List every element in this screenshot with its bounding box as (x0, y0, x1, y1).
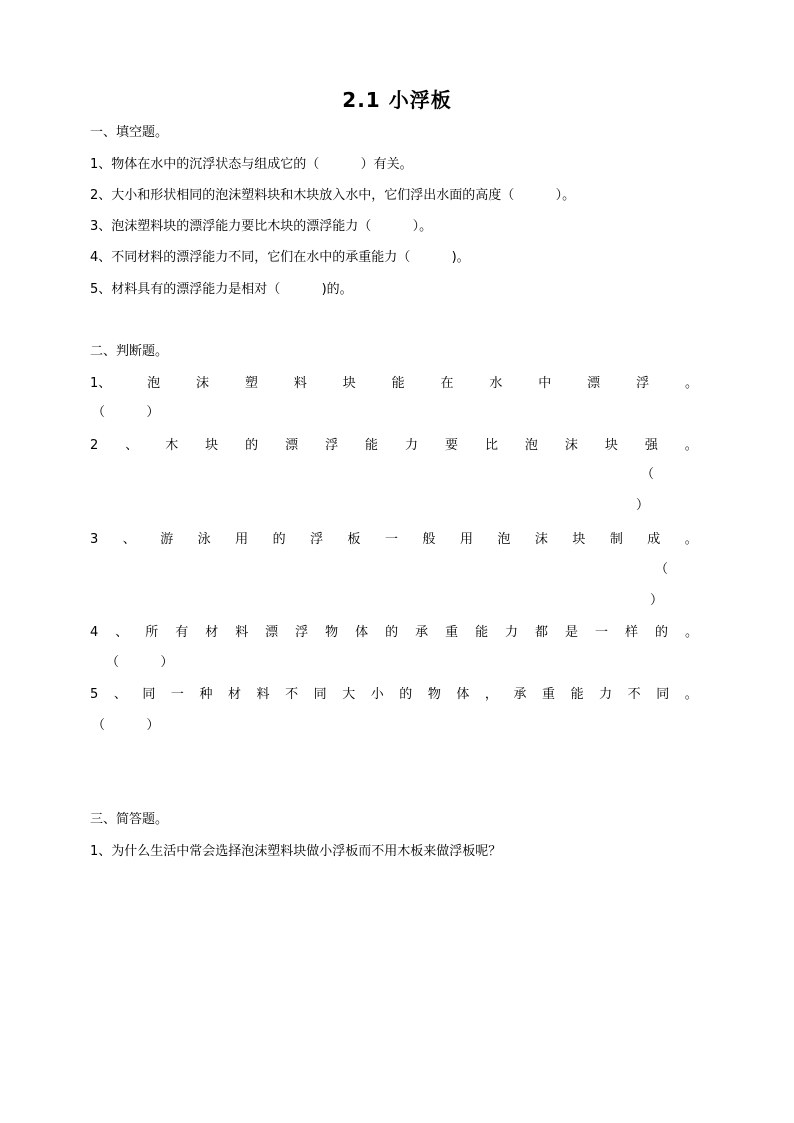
judge-question-2 (90, 437, 698, 455)
judge-answer-paren-5: （ ） (92, 718, 160, 733)
judge-question-char: 不 (627, 687, 641, 702)
fill-blank-question-5: 5、材料具有的漂浮能力是相对（ )的。 (90, 282, 353, 297)
judge-question-char: 、 (115, 625, 129, 640)
judge-question-char: 重 (542, 687, 556, 702)
judge-question-char: 漂 (265, 625, 279, 640)
judge-question-char: 的 (654, 625, 668, 640)
judge-question-char: 的 (385, 625, 399, 640)
judge-question-char: 、 (122, 532, 136, 547)
judge-question-char: 种 (199, 687, 213, 702)
judge-question-char: 制 (609, 532, 623, 547)
judge-question-char: 泳 (197, 532, 211, 547)
section1-heading: 一、填空题。 (90, 125, 169, 140)
judge-question-char: 大 (342, 687, 356, 702)
judge-question-char: 。 (684, 438, 698, 453)
judge-question-char: 泡 (147, 376, 161, 391)
judge-question-char: 体 (456, 687, 470, 702)
judge-question-char: 块 (604, 438, 618, 453)
judge-question-char: 、 (113, 687, 127, 702)
judge-question-char: 块 (342, 376, 356, 391)
judge-question-char: 泡 (524, 438, 538, 453)
judge-answer-paren-open-2: （ (641, 467, 655, 482)
judge-question-char: 同 (142, 687, 156, 702)
judge-answer-paren-1: （ ） (92, 405, 160, 420)
judge-question-char: 所 (145, 625, 159, 640)
judge-question-char: 有 (175, 625, 189, 640)
judge-question-char: 块 (205, 438, 219, 453)
judge-question-1 (90, 375, 698, 393)
judge-question-char: 要 (444, 438, 458, 453)
judge-question-char: 泡 (497, 532, 511, 547)
section2-heading: 二、判断题。 (90, 344, 169, 359)
judge-question-char: 1、 (90, 376, 112, 391)
judge-answer-paren-open-3: （ (655, 562, 669, 577)
fill-blank-question-1: 1、物体在水中的沉浮状态与组成它的（ ）有关。 (90, 157, 413, 172)
judge-question-char: 在 (440, 376, 454, 391)
judge-question-char: 2 (90, 438, 99, 453)
short-answer-question-1: 1、为什么生活中常会选择泡沫塑料块做小浮板而不用木板来做浮板呢？ (90, 844, 502, 859)
judge-question-char: 3 (90, 532, 99, 547)
judge-question-char: 是 (565, 625, 579, 640)
page-title: 2.1 小浮板 (342, 88, 452, 112)
judge-question-char: 板 (347, 532, 361, 547)
judge-question-char: 同 (313, 687, 327, 702)
judge-question-char: 木 (165, 438, 179, 453)
judge-question-char: 比 (484, 438, 498, 453)
judge-question-char: 用 (459, 532, 473, 547)
judge-question-char: 。 (684, 687, 698, 702)
judge-question-char: 料 (256, 687, 270, 702)
judge-question-char: 能 (365, 438, 379, 453)
judge-question-char: 漂 (587, 376, 601, 391)
judge-question-char: 一 (385, 532, 399, 547)
judge-question-char: 强 (644, 438, 658, 453)
fill-blank-question-4: 4、不同材料的漂浮能力不同，它们在水中的承重能力（ )。 (90, 250, 470, 265)
judge-question-char: 小 (370, 687, 384, 702)
judge-question-char: 重 (445, 625, 459, 640)
judge-question-char: 体 (355, 625, 369, 640)
judge-question-char: 浮 (295, 625, 309, 640)
judge-question-char: 。 (684, 625, 698, 640)
judge-question-char: 沫 (534, 532, 548, 547)
judge-question-char: 块 (572, 532, 586, 547)
judge-question-char: 4 (90, 625, 99, 640)
section3-heading: 三、简答题。 (90, 812, 169, 827)
judge-question-char: 物 (325, 625, 339, 640)
judge-question-char: 能 (391, 376, 405, 391)
judge-question-char: 5 (90, 687, 99, 702)
judge-question-5 (90, 686, 698, 704)
judge-question-char: 漂 (285, 438, 299, 453)
judge-question-char: 中 (538, 376, 552, 391)
fill-blank-question-2: 2、大小和形状相同的泡沫塑料块和木块放入水中，它们浮出水面的高度（ ）。 (90, 188, 576, 203)
judge-question-4 (90, 624, 698, 642)
judge-question-char: 能 (475, 625, 489, 640)
judge-question-char: 力 (505, 625, 519, 640)
judge-question-char: 。 (684, 532, 698, 547)
judge-answer-paren-close-3: ） (650, 593, 664, 608)
judge-question-char: 料 (293, 376, 307, 391)
judge-question-char: 浮 (325, 438, 339, 453)
judge-question-char: 力 (405, 438, 419, 453)
judge-question-char: 的 (399, 687, 413, 702)
judge-answer-paren-4: （ ） (106, 655, 174, 670)
judge-question-char: 一 (170, 687, 184, 702)
judge-question-char: 都 (535, 625, 549, 640)
judge-question-char: 不 (285, 687, 299, 702)
judge-question-char: 的 (272, 532, 286, 547)
judge-question-3 (90, 531, 698, 549)
judge-question-char: 承 (415, 625, 429, 640)
judge-question-char: 浮 (636, 376, 650, 391)
judge-question-char: 沫 (564, 438, 578, 453)
judge-question-char: 沫 (196, 376, 210, 391)
judge-question-char: 材 (205, 625, 219, 640)
judge-question-char: ， (484, 687, 498, 702)
judge-question-char: 材 (228, 687, 242, 702)
judge-question-char: 料 (235, 625, 249, 640)
judge-question-char: 样 (624, 625, 638, 640)
judge-question-char: 水 (489, 376, 503, 391)
judge-question-char: 一 (595, 625, 609, 640)
judge-question-char: 、 (125, 438, 139, 453)
judge-question-char: 物 (427, 687, 441, 702)
judge-question-char: 。 (684, 376, 698, 391)
judge-answer-paren-close-2: ） (636, 498, 650, 513)
judge-question-char: 般 (422, 532, 436, 547)
judge-question-char: 能 (570, 687, 584, 702)
judge-question-char: 成 (647, 532, 661, 547)
judge-question-char: 的 (245, 438, 259, 453)
judge-question-char: 游 (160, 532, 174, 547)
fill-blank-question-3: 3、泡沫塑料块的漂浮能力要比木块的漂浮能力（ ）。 (90, 219, 433, 234)
judge-question-char: 用 (235, 532, 249, 547)
judge-question-char: 力 (599, 687, 613, 702)
judge-question-char: 塑 (244, 376, 258, 391)
judge-question-char: 承 (513, 687, 527, 702)
judge-question-char: 浮 (310, 532, 324, 547)
judge-question-char: 同 (656, 687, 670, 702)
